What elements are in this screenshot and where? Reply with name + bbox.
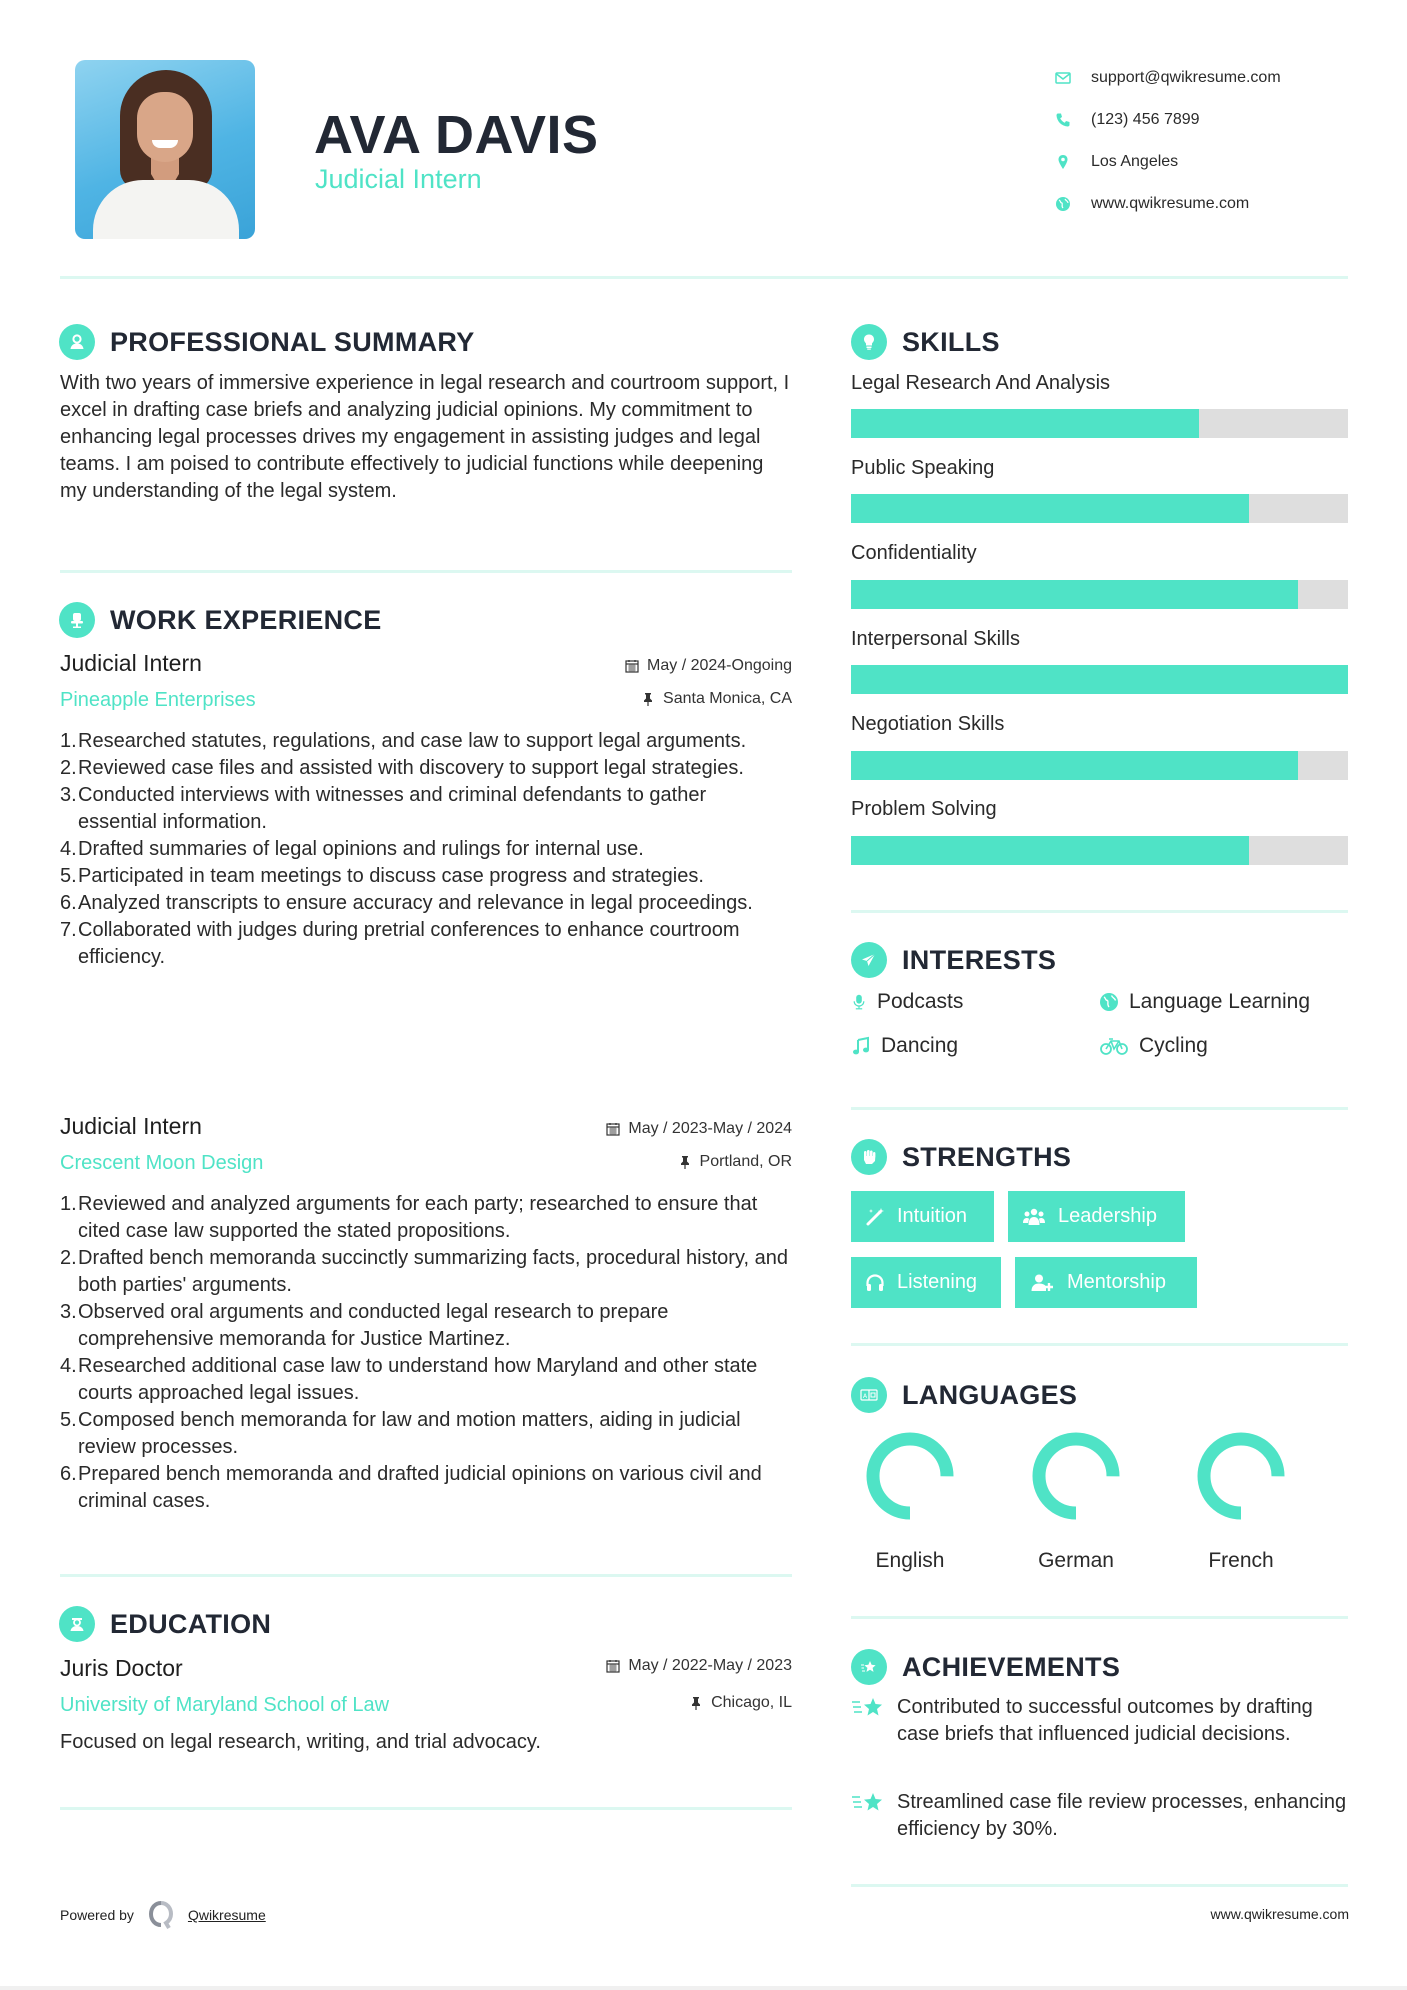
paper-plane-icon <box>851 942 887 978</box>
magic-wand-icon <box>865 1207 885 1227</box>
contact-website[interactable] <box>1055 183 1281 225</box>
languages-divider <box>851 1616 1348 1619</box>
skill-bar-fill <box>851 580 1298 609</box>
job-2-location-text: Portland, OR <box>699 1153 792 1170</box>
experience-divider <box>60 1574 792 1577</box>
skills-divider <box>851 910 1348 913</box>
language-item <box>1186 1430 1296 1573</box>
strengths-heading <box>851 1139 1071 1175</box>
contact-location-text: Los Angeles <box>1091 153 1179 170</box>
footer-website-link[interactable]: www.qwikresume.com <box>1210 1906 1349 1922</box>
skill-bar <box>851 409 1348 438</box>
contact-info <box>1055 57 1281 225</box>
experience-title: WORK EXPERIENCE <box>110 604 382 635</box>
achievements-title: ACHIEVEMENTS <box>902 1651 1121 1682</box>
skills-heading <box>851 324 1000 360</box>
interest-label: Cycling <box>1139 1034 1208 1057</box>
shooting-star-icon <box>851 1695 885 1721</box>
calendar-icon <box>606 1122 620 1136</box>
job-1-location <box>641 690 792 708</box>
education-dates-text: May / 2022-May / 2023 <box>628 1657 792 1674</box>
skill-bar <box>851 494 1348 523</box>
star-badge-icon <box>851 1649 887 1685</box>
achievements-divider <box>851 1884 1348 1887</box>
map-pin-icon <box>1055 154 1091 170</box>
lightbulb-icon <box>851 324 887 360</box>
interest-item <box>851 990 963 1014</box>
education-location-text: Chicago, IL <box>711 1694 792 1711</box>
chair-icon <box>59 602 95 638</box>
list-item: 4. Researched additional case law to understand how Maryland and other state courts approached legal issues. <box>60 1355 758 1404</box>
list-item: 2. Reviewed case files and assisted with discovery to support legal strategies. <box>60 757 744 779</box>
skill-bar-fill <box>851 494 1249 523</box>
education-location <box>689 1694 792 1712</box>
calendar-icon <box>625 659 639 673</box>
education-dates <box>606 1657 792 1675</box>
list-item: 5. Composed bench memoranda for law and motion matters, aiding in judicial review processes. <box>60 1409 741 1458</box>
skill-label: Negotiation Skills <box>851 713 1005 735</box>
language-label: German <box>1038 1549 1114 1572</box>
language-item <box>1021 1430 1131 1573</box>
translate-icon <box>851 1377 887 1413</box>
list-item: 1. Researched statutes, regulations, and case law to support legal arguments. <box>60 730 747 752</box>
bicycle-icon <box>1099 1036 1129 1056</box>
pushpin-icon <box>689 1696 703 1710</box>
skill-label: Confidentiality <box>851 542 977 564</box>
language-label: English <box>875 1549 945 1572</box>
contact-email-text: support@qwikresume.com <box>1091 69 1281 86</box>
education-heading <box>59 1606 271 1642</box>
language-progress-ring <box>1030 1430 1122 1522</box>
powered-by-text: Powered by <box>60 1907 134 1923</box>
language-progress-ring <box>864 1430 956 1522</box>
footer-powered-by <box>60 1900 266 1930</box>
interest-item <box>851 1034 958 1058</box>
candidate-name: AVA DAVIS <box>314 105 599 165</box>
phone-icon <box>1055 112 1091 128</box>
strength-label: Intuition <box>897 1205 968 1227</box>
strengths-title: STRENGTHS <box>902 1141 1072 1172</box>
job-2-responsibilities <box>60 1191 795 1515</box>
skill-label: Public Speaking <box>851 457 995 479</box>
language-progress-ring <box>1195 1430 1287 1522</box>
languages-heading <box>851 1377 1077 1413</box>
contact-phone-text: (123) 456 7899 <box>1091 111 1200 128</box>
contact-website-text: www.qwikresume.com <box>1091 195 1250 212</box>
user-icon <box>59 324 95 360</box>
job-1-dates-text: May / 2024-Ongoing <box>647 657 792 674</box>
job-2-location <box>678 1153 792 1171</box>
list-item: 3. Observed oral arguments and conducted legal research to prepare comprehensive memoranda for Justice Martinez. <box>60 1301 669 1350</box>
job-1-title: Judicial Intern <box>60 650 202 676</box>
job-2-title: Judicial Intern <box>60 1113 202 1139</box>
skill-label: Problem Solving <box>851 798 997 820</box>
list-item: 1. Reviewed and analyzed arguments for each party; researched to ensure that cited case law supported the stated propositions. <box>60 1193 758 1242</box>
strength-label: Leadership <box>1058 1205 1157 1227</box>
achievement-item <box>851 1789 1351 1843</box>
summary-heading <box>59 324 475 360</box>
calendar-icon <box>606 1659 620 1673</box>
strength-label: Listening <box>897 1271 978 1293</box>
job-2-dates-text: May / 2023-May / 2024 <box>628 1120 792 1137</box>
achievement-text: Contributed to successful outcomes by drafting case briefs that influenced judicial decisions. <box>897 1696 1313 1745</box>
education-title: EDUCATION <box>110 1608 272 1639</box>
skill-bar-fill <box>851 665 1348 694</box>
skill-bar-fill <box>851 409 1199 438</box>
pushpin-icon <box>678 1155 692 1169</box>
headphones-icon <box>865 1273 885 1293</box>
summary-divider <box>60 570 792 573</box>
job-1-dates <box>625 657 792 675</box>
education-school: University of Maryland School of Law <box>60 1694 390 1716</box>
shooting-star-icon <box>851 1790 885 1816</box>
language-item <box>855 1430 965 1573</box>
list-item: 2. Drafted bench memoranda succinctly summarizing facts, procedural history, and both parties' arguments. <box>60 1247 788 1296</box>
svg-text:A: A <box>863 1393 868 1400</box>
strength-label: Mentorship <box>1067 1271 1166 1293</box>
list-item: 6. Prepared bench memoranda and drafted judicial opinions on various civil and criminal cases. <box>60 1463 762 1512</box>
skill-bar <box>851 751 1348 780</box>
strength-tag <box>1015 1257 1197 1308</box>
skill-label: Legal Research And Analysis <box>851 372 1111 394</box>
education-description: Focused on legal research, writing, and trial advocacy. <box>60 1731 541 1753</box>
contact-location <box>1055 141 1281 183</box>
list-item: 7. Collaborated with judges during pretrial conferences to enhance courtroom efficiency. <box>60 919 740 968</box>
qwikresume-logo-icon <box>148 1900 174 1930</box>
header-divider <box>60 276 1348 279</box>
interests-title: INTERESTS <box>902 944 1057 975</box>
globe-icon <box>1099 992 1119 1012</box>
music-note-icon <box>851 1036 871 1056</box>
list-item: 5. Participated in team meetings to discuss case progress and strategies. <box>60 865 704 887</box>
interests-divider <box>851 1107 1348 1110</box>
candidate-title: Judicial Intern <box>315 164 482 194</box>
job-1-responsibilities <box>60 728 780 971</box>
summary-text: With two years of immersive experience in legal research and courtroom support, I excel in drafting case briefs and analyzing judicial opinions. My commitment to enhancing legal processes drives my engagement in assisting judges and legal teams. I am poised to contribute effectively to judicial functions while deepening my understanding of the legal system. <box>60 372 790 502</box>
pushpin-icon <box>641 692 655 706</box>
contact-email[interactable] <box>1055 57 1281 99</box>
interest-item <box>1099 1034 1208 1058</box>
skill-bar <box>851 665 1348 694</box>
strength-tag <box>851 1191 994 1242</box>
strength-tag <box>1008 1191 1185 1242</box>
profile-photo <box>75 60 255 239</box>
interest-item <box>1099 990 1310 1014</box>
fist-icon <box>851 1139 887 1175</box>
job-1-company: Pineapple Enterprises <box>60 689 256 711</box>
interest-label: Language Learning <box>1129 990 1311 1013</box>
skills-title: SKILLS <box>902 326 1000 357</box>
list-item: 4. Drafted summaries of legal opinions and rulings for internal use. <box>60 838 644 860</box>
language-label: French <box>1208 1549 1274 1572</box>
interests-heading <box>851 942 1056 978</box>
skill-label: Interpersonal Skills <box>851 628 1020 650</box>
education-degree: Juris Doctor <box>60 1655 183 1681</box>
interest-label: Podcasts <box>877 990 964 1013</box>
page-bottom-edge <box>0 1986 1407 1990</box>
contact-phone[interactable] <box>1055 99 1281 141</box>
languages-title: LANGUAGES <box>902 1379 1078 1410</box>
job-2-company: Crescent Moon Design <box>60 1152 264 1174</box>
strength-tag <box>851 1257 1001 1308</box>
experience-heading <box>59 602 382 638</box>
user-plus-icon <box>1029 1273 1055 1293</box>
users-icon <box>1022 1207 1046 1227</box>
interest-label: Dancing <box>881 1034 959 1057</box>
job-1-location-text: Santa Monica, CA <box>663 690 792 707</box>
strengths-divider <box>851 1343 1348 1346</box>
skill-bar-fill <box>851 751 1298 780</box>
achievement-text: Streamlined case file review processes, enhancing efficiency by 30%. <box>897 1791 1347 1840</box>
achievements-heading <box>851 1649 1120 1685</box>
skill-bar-fill <box>851 836 1249 865</box>
microphone-icon <box>851 992 867 1012</box>
list-item: 3. Conducted interviews with witnesses and criminal defendants to gather essential information. <box>60 784 707 833</box>
education-divider <box>60 1807 792 1810</box>
achievement-item <box>851 1694 1351 1748</box>
envelope-icon <box>1055 70 1091 86</box>
job-2-dates <box>606 1120 792 1138</box>
globe-icon <box>1055 196 1091 212</box>
skill-bar <box>851 836 1348 865</box>
skill-bar <box>851 580 1348 609</box>
list-item: 6. Analyzed transcripts to ensure accuracy and relevance in legal proceedings. <box>60 892 753 914</box>
graduate-icon <box>59 1606 95 1642</box>
summary-title: PROFESSIONAL SUMMARY <box>110 326 475 357</box>
qwikresume-link[interactable]: Qwikresume <box>187 1907 266 1923</box>
